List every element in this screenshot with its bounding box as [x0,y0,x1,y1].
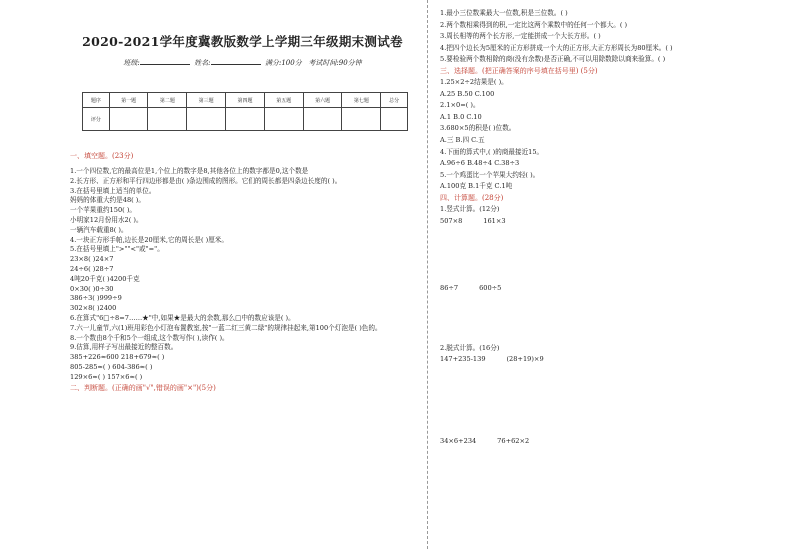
score-cell[interactable] [381,108,408,131]
question-line: 妈妈的体重大约是48( )。 [70,196,145,205]
section3-heading: 三、选择题。(把正确答案的序号填在括号里) (5分) [440,66,598,75]
header-cell: 第七题 [342,93,381,108]
vertical-calc-title: 1.竖式计算。(12分) [440,204,500,213]
header-cell: 第四题 [226,93,265,108]
section2-heading: 二、判断题。(正确的画"√",错误的画"×")(5分) [70,383,216,392]
choice-line: 1.25×2÷2结果是( )。 [440,77,508,86]
question-line: 302×8( )2400 [70,304,117,313]
name-label: 姓名: [194,59,211,67]
section4-heading: 四、计算题。(28分) [440,193,504,202]
calc-row: 507×8 161×3 [440,216,506,225]
score-table-header [83,93,408,108]
page-title: 2020-2021学年度冀教版数学上学期三年级期末测试卷 [82,34,403,49]
question-line: 0×30( )0÷30 [70,284,114,293]
score-cell[interactable] [342,108,381,131]
choice-line: 4.下面的算式中,( )的商最接近15。 [440,147,544,156]
question-line: 一辆汽车载重8( )。 [70,225,128,234]
question-line: 23×8( )24×7 [70,255,114,264]
question-line: 9.估算,用样子写出最接近的整百数。 [70,343,178,352]
question-line: 4.一块正方形手帕,边长是20厘米,它的周长是( )厘米。 [70,235,228,244]
question-line: 6.在算式"6□÷8=7……★"中,如果★是最大的余数,那么□中的数应该是( )。 [70,313,295,322]
choice-line: A.96÷6 B.48÷4 C.38÷3 [440,159,520,168]
question-line: 小明家12月份用水2( )。 [70,215,143,224]
time-text: 考试时间:90分钟 [308,59,362,67]
score-cell[interactable] [187,108,226,131]
score-row [83,108,408,131]
question-line: 7.六一儿童节,六(1)班用彩色小灯泡布置教室,按"一蓝二红三黄二绿"的规律挂起来,第100个灯泡是( )色的。 [70,323,382,332]
header-cell: 第三题 [187,93,226,108]
score-cell[interactable] [148,108,187,131]
question-line: 一个苹果重约150( )。 [70,206,136,215]
question-line: 386÷3( )999÷9 [70,294,122,303]
name-blank [211,56,261,65]
right-column [440,8,780,447]
header-cell: 第一题 [109,93,148,108]
header-cell: 第二题 [148,93,187,108]
calc-row: 86÷7 600÷5 [440,284,502,293]
score-table [82,92,408,131]
question-line: 24÷6( )28÷7 [70,264,114,273]
mental-calc-title: 2.脱式计算。(16分) [440,343,500,352]
question-line: 5.在括号里填上">""<"或"="。 [70,245,164,254]
question-line: 8.一个数由8个千和5个一组成,这个数写作( ),读作( )。 [70,333,229,342]
exam-info [70,56,415,68]
score-row-label: 评分 [83,108,110,131]
judge-line: 1.最小三位数乘最大一位数,积是三位数。( ) [440,9,568,17]
score-cell[interactable] [303,108,342,131]
choice-line: A.25 B.50 C.100 [440,89,495,98]
choice-line: 2.1×0=( )。 [440,101,480,110]
judge-line: 4.把四个边长为5厘米的正方形拼成一个大的正方形,大正方形周长为80厘米。( ) [440,43,673,52]
calc-row: 34×6+234 76+62×2 [440,436,530,445]
question-line: 3.在括号里填上适当的单位。 [70,186,156,195]
section1-heading: 一、填空题。(23分) [70,152,134,160]
score-cell[interactable] [226,108,265,131]
choice-line: A.三 B.四 C.五 [440,135,485,144]
score-text: 满分:100分 [264,59,302,67]
score-cell[interactable] [264,108,303,131]
question-line: 4吨20千克( )4200千克 [70,274,140,283]
header-cell: 题序 [83,93,110,108]
answer-space [440,295,780,343]
header-cell: 第六题 [303,93,342,108]
judge-line: 3.周长相等的两个长方形,一定能拼成一个大长方形。( ) [440,32,601,41]
choice-line: 3.680×5的积是( )位数。 [440,124,516,133]
class-label: 班级: [123,59,140,67]
judge-line: 2.两个数相乘得到的积,一定比这两个乘数中的任何一个都大。( ) [440,20,628,29]
column-divider [427,0,429,549]
calc-row: 147+235-139 (28+19)×9 [440,355,544,364]
question-line: 805-285≈( ) 604-386≈( ) [70,362,153,371]
question-line: 129×6≈( ) 157×6≈( ) [70,372,143,381]
question-line: 1.一个四位数,它的最高位是1,个位上的数字是8,其他各位上的数字都是0,这个数是 [70,167,309,175]
score-cell[interactable] [109,108,148,131]
question-line: 385+226≈600 218+679≈( ) [70,353,165,362]
left-column [70,32,415,394]
answer-space [440,227,780,283]
judge-line: 5.要检验两个数相除的商(没有余数)是否正确,不可以用除数除以商来验算。( ) [440,55,666,64]
header-cell: 总分 [381,93,408,108]
choice-line: A.1 B.0 C.10 [440,112,482,121]
class-blank [140,56,190,65]
answer-space [440,366,780,436]
choice-line: 5.一个鸡蛋比一个苹果大约轻( )。 [440,170,540,179]
choice-line: A.100克 B.1千克 C.1吨 [440,182,513,191]
header-cell: 第五题 [264,93,303,108]
question-line: 2.长方形、正方形和平行四边形都是由( )条边围成的图形。它们的周长都是四条边长度的( )。 [70,176,342,185]
